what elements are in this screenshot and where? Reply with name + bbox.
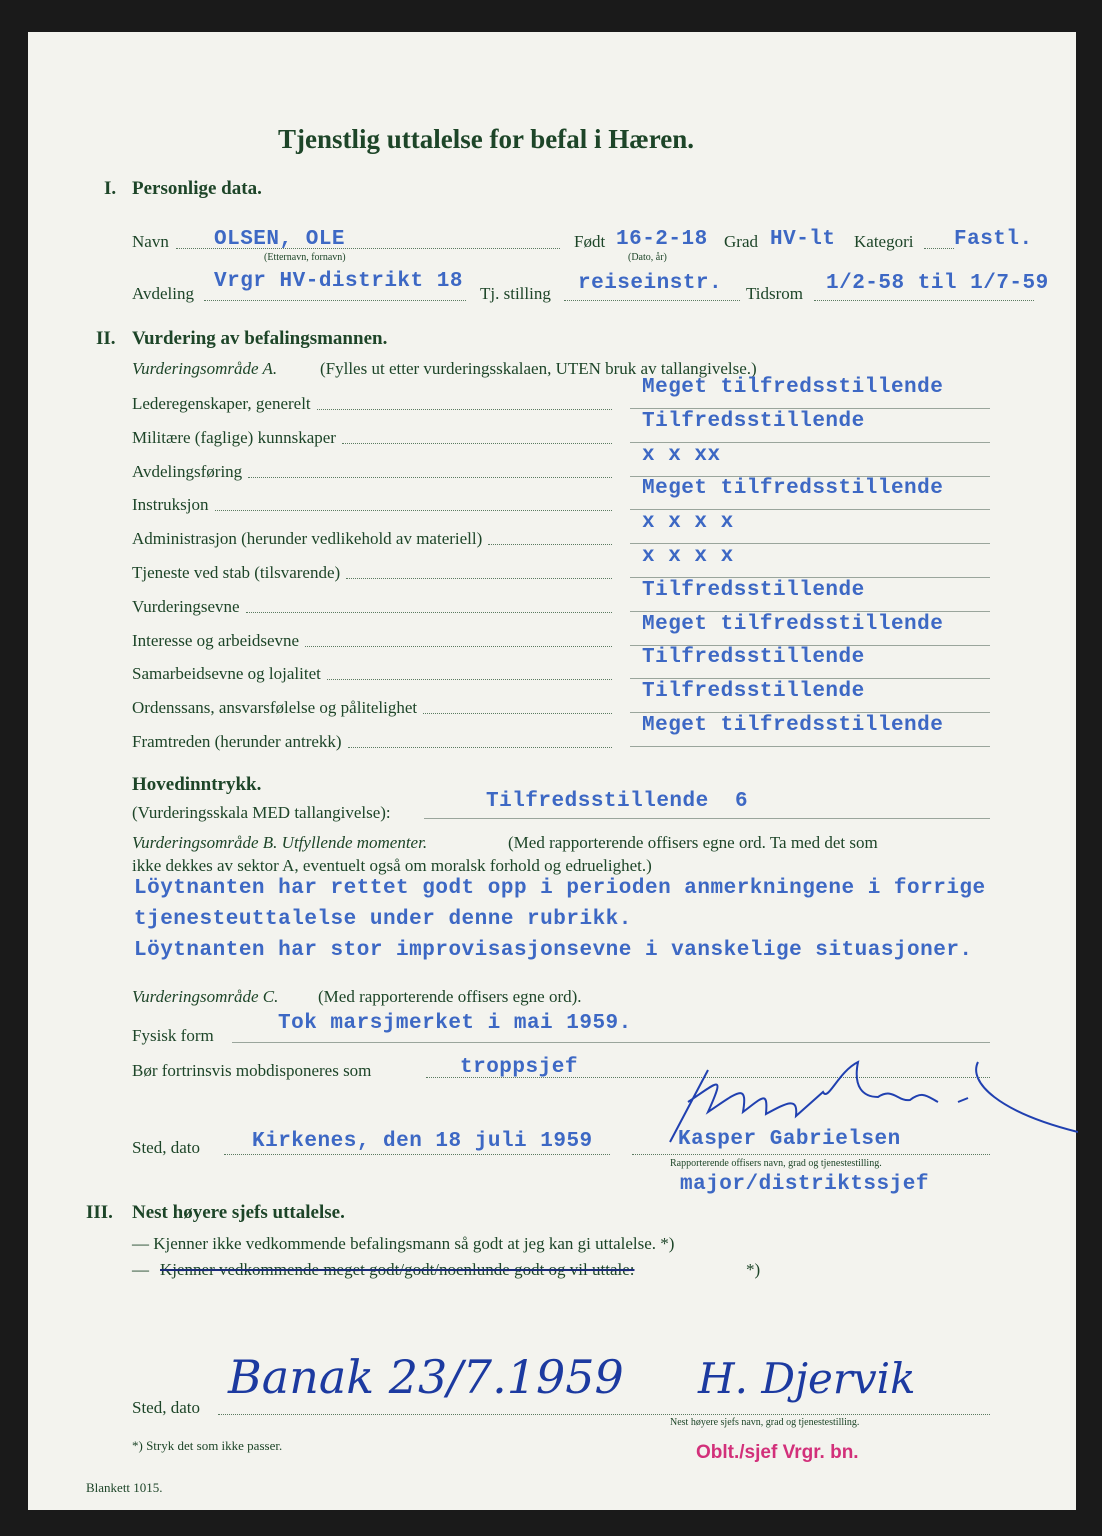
hovedinntrykk-label: (Vurderingsskala MED tallangivelse): <box>132 803 391 822</box>
assessment-row <box>132 563 612 583</box>
assessment-value: Meget tilfredsstillende <box>642 714 944 737</box>
assessment-row <box>132 597 612 617</box>
signer-hint: Rapporterende offisers navn, grad og tjenestestilling. <box>670 1158 882 1169</box>
mob-value: troppsjef <box>460 1056 578 1079</box>
dotted-line <box>204 300 466 301</box>
assessment-value: x x xx <box>642 443 721 467</box>
leader-dots <box>248 477 612 478</box>
navn-value: OLSEN, OLE <box>214 228 346 251</box>
tidsrom-label: Tidsrom <box>746 284 804 303</box>
assessment-value: Tilfredsstillende <box>642 680 865 704</box>
leader-dots <box>215 510 613 511</box>
grad-value: HV-lt <box>770 228 836 251</box>
dotted-line <box>564 300 740 301</box>
assessment-label: Instruksjon <box>132 495 209 515</box>
fodt-value: 16-2-18 <box>616 228 708 251</box>
option-not-known: — Kjenner ikke vedkommende befalingsmann så godt at jeg kan gi uttalelse. *) <box>132 1234 675 1253</box>
dotted-line <box>632 1154 990 1155</box>
dotted-line <box>218 1414 990 1415</box>
fodt-hint: (Dato, år) <box>628 252 667 263</box>
navn-hint: (Etternavn, fornavn) <box>264 252 346 263</box>
dotted-line <box>814 300 1034 301</box>
assessment-value: Meget tilfredsstillende <box>642 376 944 399</box>
assessment-row <box>132 495 612 515</box>
fysisk-value: Tok marsjmerket i mai 1959. <box>278 1012 632 1035</box>
area-b-text-line: tjenesteuttalelse under denne rubrikk. <box>134 908 632 931</box>
sted-dato-value: Kirkenes, den 18 juli 1959 <box>252 1130 593 1153</box>
area-a-label: Vurderingsområde A. <box>132 359 278 378</box>
signer-title: major/distriktssjef <box>680 1173 929 1196</box>
assessment-label: Vurderingsevne <box>132 596 240 616</box>
assessment-row <box>132 698 612 718</box>
grad-label: Grad <box>724 232 758 251</box>
leader-dots <box>423 713 612 714</box>
area-b-note-1: (Med rapporterende offisers egne ord. Ta med det som <box>508 833 878 852</box>
stilling-label: Tj. stilling <box>480 284 551 303</box>
kategori-label: Kategori <box>854 232 914 251</box>
assessment-label: Administrasjon (herunder vedlikehold av materiell) <box>132 529 483 549</box>
leader-dots <box>348 747 612 748</box>
assessment-label: Tjeneste ved stab (tilsvarende) <box>132 563 341 582</box>
footnote: *) Stryk det som ikke passer. <box>132 1438 283 1453</box>
leader-dots <box>305 646 612 647</box>
sted-dato-label: Sted, dato <box>132 1138 200 1157</box>
assessment-row <box>132 529 612 549</box>
assessment-value: Tilfredsstillende <box>642 578 865 602</box>
area-b-note-2: ikke dekkes av sektor A, eventuelt også om moralsk forhold og edruelighet.) <box>132 856 652 875</box>
area-b-text-line: Löytnanten har rettet godt opp i perioden anmerkningene i forrige <box>134 877 986 900</box>
stilling-value: reiseinstr. <box>578 272 723 295</box>
leader-dots <box>246 612 612 613</box>
stamp: Oblt./sjef Vrgr. bn. <box>696 1442 859 1463</box>
area-b-label: Vurderingsområde B. Utfyllende momenter. <box>132 833 428 852</box>
assessment-label: Lederegenskaper, generelt <box>132 394 311 413</box>
assessment-label: Avdelingsføring <box>132 461 243 481</box>
dotted-line <box>224 1154 610 1155</box>
tidsrom-value: 1/2-58 til 1/7-59 <box>826 272 1049 295</box>
assessment-row <box>132 394 612 414</box>
avdeling-value: Vrgr HV-distrikt 18 <box>214 270 463 293</box>
leader-dots <box>346 578 612 579</box>
avdeling-label: Avdeling <box>132 284 195 303</box>
signer-name: Kasper Gabrielsen <box>678 1128 901 1151</box>
option-known-struck: Kjenner vedkommende meget godt/godt/noenlunde godt og vil uttale: <box>160 1260 635 1279</box>
fodt-label: Født <box>574 232 606 251</box>
area-c-label: Vurderingsområde C. <box>132 987 279 1006</box>
section-1-heading: Personlige data. <box>132 178 262 199</box>
fysisk-label: Fysisk form <box>132 1026 214 1045</box>
assessment-row <box>132 462 612 482</box>
section-2-number: II. <box>96 328 116 349</box>
leader-dots <box>327 679 612 680</box>
section-3-heading: Nest høyere sjefs uttalelse. <box>132 1202 345 1223</box>
assessment-row <box>132 631 612 651</box>
hovedinntrykk-value: Tilfredsstillende 6 <box>486 790 749 813</box>
assessment-value: Tilfredsstillende <box>642 409 865 433</box>
assessment-row <box>132 664 612 684</box>
assessment-row <box>132 428 612 448</box>
assessment-label: Militære (faglige) kunnskaper <box>132 427 336 447</box>
section-2-heading: Vurdering av befalingsmannen. <box>132 328 388 349</box>
kategori-value: Fastl. <box>954 228 1033 251</box>
mob-label: Bør fortrinsvis mobdisponeres som <box>132 1061 372 1080</box>
leader-dots <box>317 409 612 410</box>
answer-line <box>424 818 990 819</box>
area-a-note: (Fylles ut etter vurderingsskalaen, UTEN bruk av tallangivelse.) <box>320 359 757 378</box>
sted-dato-label-3: Sted, dato <box>132 1398 200 1417</box>
handwritten-signature-djervik: H. Djervik <box>698 1354 916 1403</box>
form-title: Tjenstlig uttalelse for befal i Hæren. <box>278 124 694 154</box>
answer-line <box>630 746 990 747</box>
dotted-line <box>924 248 954 249</box>
leader-dots <box>342 443 612 444</box>
assessment-value: Tilfredsstillende <box>642 646 865 670</box>
assessment-value: x x x x <box>642 545 734 568</box>
section-3-number: III. <box>86 1202 113 1223</box>
option-known-mark: *) <box>746 1260 761 1279</box>
assessment-row <box>132 732 612 752</box>
assessment-value: x x x x <box>642 511 734 535</box>
assessment-value: Meget tilfredsstillende <box>642 612 944 636</box>
assessment-label: Ordenssans, ansvarsfølelse og pålitelighet <box>132 698 418 718</box>
option-known-dash: — <box>132 1260 149 1279</box>
form-number: Blankett 1015. <box>86 1480 163 1495</box>
area-b-text-line: Löytnanten har stor improvisasjonsevne i vanskelige situasjoner. <box>134 939 973 962</box>
assessment-label: Framtreden (herunder antrekk) <box>132 732 342 751</box>
leader-dots <box>488 544 612 545</box>
assessment-value: Meget tilfredsstillende <box>642 477 944 501</box>
area-c-note: (Med rapporterende offisers egne ord). <box>318 987 582 1006</box>
handwritten-place-date: Banak 23/7.1959 <box>228 1350 624 1404</box>
assessment-label: Interesse og arbeidsevne <box>132 630 300 650</box>
form-page <box>28 32 1076 1510</box>
signer-hint-3: Nest høyere sjefs navn, grad og tjenestestilling. <box>670 1417 860 1428</box>
assessment-label: Samarbeidsevne og lojalitet <box>132 664 321 684</box>
hovedinntrykk-heading: Hovedinntrykk. <box>132 774 262 795</box>
section-1-number: I. <box>104 178 117 199</box>
navn-label: Navn <box>132 232 169 251</box>
